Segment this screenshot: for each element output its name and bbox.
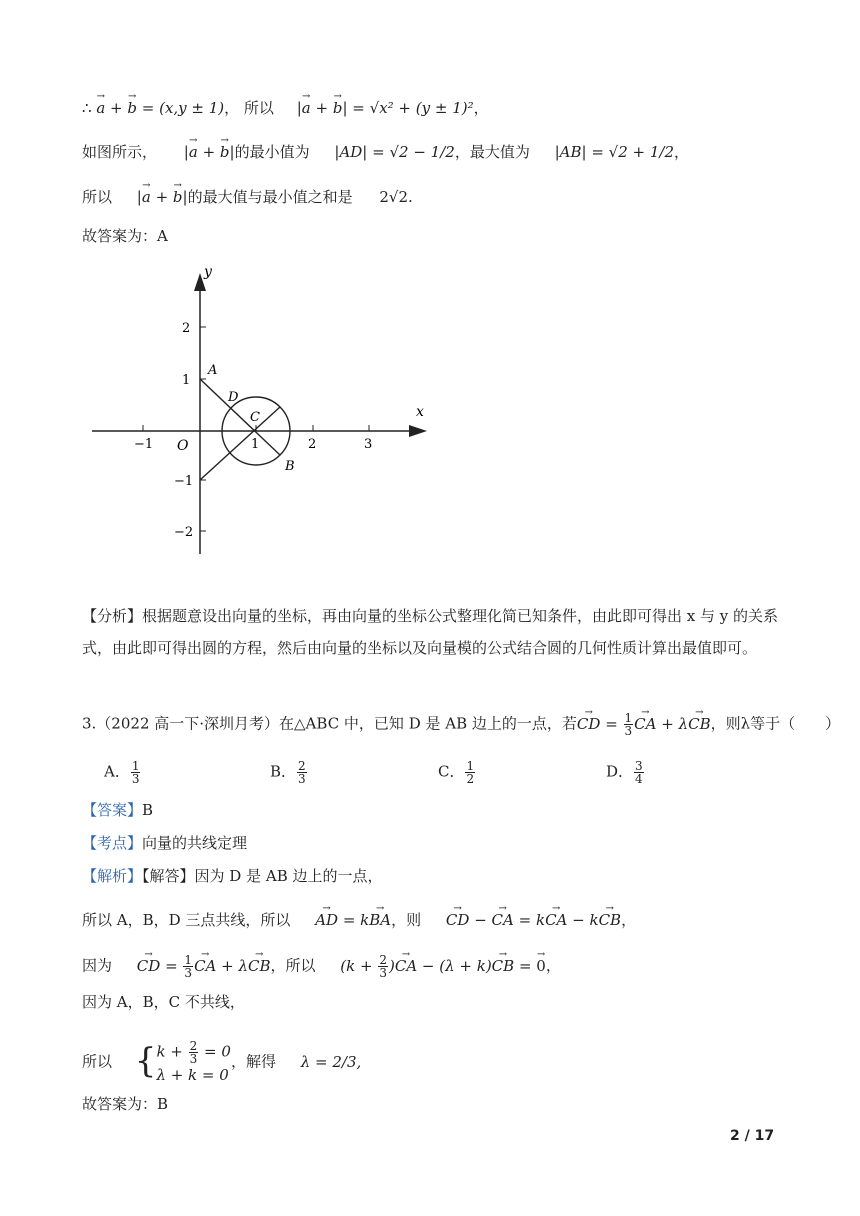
point-b-label: B [285, 459, 295, 474]
solution-line-1: ∴ → a + → b = (x,y ± 1)， 所以 |→ a + → b| = √x² + (y ± 1)²， [82, 98, 489, 118]
answer-line: 故答案为：A [82, 227, 168, 245]
solution-line-2: 如图所示， |→ a + → b|的最小值为 |AD| = √2 − 1/2，最大值为 |AB| = √2 + 1/2， [82, 142, 689, 162]
point-a-label: A [208, 363, 218, 378]
answer-row: 【答案】B [82, 801, 154, 819]
knowledge-point-row: 【考点】向量的共线定理 [82, 834, 248, 852]
tick-x: 2 [308, 437, 317, 452]
final-answer: 故答案为：B [82, 1095, 169, 1113]
solution-step-2: 因为 → CD = $\frac{1}{3}$ → CA + λ→ CB，所以 (k + $\frac{2}{3}$ )→ CA − (λ + k)→ CB = → 0， [82, 954, 561, 979]
point-c-label: C [250, 410, 260, 425]
origin-label: O [177, 438, 189, 454]
question-3-stem: 3.（2022 高一下·深圳月考）在△ABC 中，已知 D 是 AB 边上的一点，若→ CD = $\frac{1}{3}$ → CA + λ→ CB，则λ等于（ ） [82, 712, 840, 737]
option-c[interactable]: C． $\frac{1}{2}$ [438, 759, 475, 786]
option-d[interactable]: D． $\frac{3}{4}$ [606, 759, 643, 786]
x-axis-label: x [416, 404, 424, 420]
option-a[interactable]: A． $\frac{1}{3}$ [104, 759, 140, 786]
tick-y: 1 [182, 373, 191, 388]
point-d-label: D [228, 390, 239, 405]
tick-x: −1 [134, 437, 154, 452]
option-b[interactable]: B． $\frac{2}{3}$ [270, 759, 306, 786]
page-number: 2 / 17 [730, 1128, 775, 1144]
coordinate-figure [86, 262, 436, 562]
tick-x: 3 [364, 437, 373, 452]
solution-step-1: 所以 A，B，D 三点共线，所以 → AD = k→ BA，则 → CD − → CA = k→ CA − k→ CB， [82, 910, 636, 930]
tick-y: −2 [174, 525, 194, 540]
solution-step-4: 所以 { k + $\frac{2}{3}$ = 0 λ + k = 0 ，解得 λ = 2/3, [82, 1039, 362, 1084]
solution-step-3: 因为 A，B，C 不共线， [82, 993, 245, 1011]
analysis-paragraph: 【分析】根据题意设出向量的坐标，再由向量的坐标公式整理化简已知条件，由此即可得出 x 与 y 的关系式，由此即可得出圆的方程，然后由向量的坐标以及向量模的公式结合圆的几何性质计算出最值即可。 [82, 607, 779, 657]
tick-x: 1 [251, 437, 260, 452]
tick-y: 2 [182, 321, 191, 336]
y-axis-label: y [204, 264, 212, 280]
tick-y: −1 [174, 474, 194, 489]
explanation-row: 【解析】【解答】因为 D 是 AB 边上的一点， [82, 867, 383, 885]
solution-line-3: 所以 |→ a + → b|的最大值与最小值之和是 2√2. [82, 187, 413, 207]
